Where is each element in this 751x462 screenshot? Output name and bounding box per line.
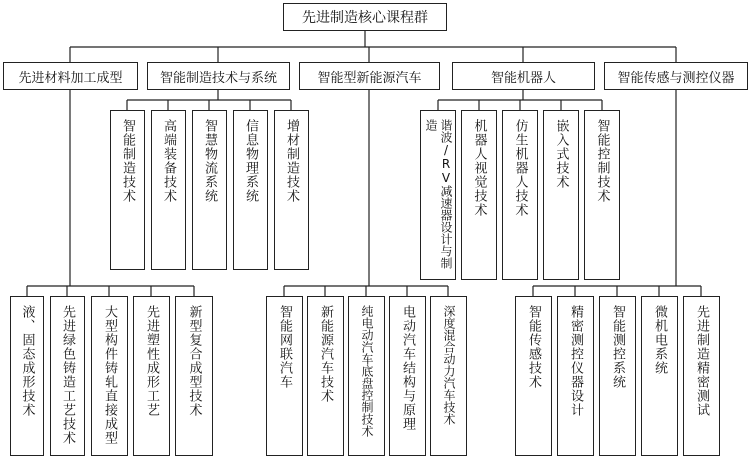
group-node-materials: [3, 62, 138, 90]
group-label: 智能机器人: [490, 70, 556, 86]
child-label: 新能源汽车技术: [318, 305, 333, 403]
child-node: [50, 296, 85, 456]
child-node: [430, 296, 467, 456]
child-label: 纯电动汽车底盘控制技术: [360, 305, 374, 437]
child-node: [599, 296, 636, 456]
child-label: 智能网联汽车: [277, 305, 292, 389]
group-label: 智能制造技术与系统: [159, 70, 277, 86]
child-label: 先进塑性成形工艺: [144, 305, 159, 417]
child-node: [557, 296, 594, 456]
child-node: [515, 296, 552, 456]
child-label: 智慧物流系统: [202, 119, 217, 203]
group-label: 智能型新能源汽车: [317, 70, 422, 86]
child-label: 电动汽车结构与原理: [400, 305, 415, 431]
child-node: [420, 110, 456, 280]
child-label: 深度混合动力汽车技术: [442, 305, 456, 425]
child-label: 机器人视觉技术: [471, 119, 487, 217]
child-node: [110, 110, 145, 270]
child-node: [233, 110, 268, 270]
child-label: 嵌入式技术: [553, 119, 569, 189]
child-node: [192, 110, 227, 270]
group-node-smart-manufacturing: [147, 62, 290, 90]
child-node: [274, 110, 309, 270]
child-node: [543, 110, 579, 280]
child-node: [266, 296, 303, 456]
child-node: [151, 110, 186, 270]
child-node: [91, 296, 128, 456]
child-label: 信息物理系统: [243, 119, 258, 203]
group-node-new-energy-vehicle: [299, 62, 440, 90]
child-label: 大型构件铸轧直接成型: [102, 305, 117, 445]
child-node: [584, 110, 620, 280]
child-node: [461, 110, 497, 280]
child-node: [683, 296, 720, 456]
child-label: 智能制造技术: [120, 119, 135, 203]
child-node: [348, 296, 385, 456]
child-node: [175, 296, 213, 456]
group-node-robotics: [452, 62, 595, 90]
child-label: 智能传感技术: [526, 305, 541, 389]
child-label: 先进绿色铸造工艺技术: [60, 305, 75, 445]
child-label: 液、固态成形技术: [19, 305, 35, 417]
child-label: 高端装备技术: [161, 119, 176, 203]
child-node: [10, 296, 44, 456]
child-label: 先进制造精密测试: [694, 305, 709, 417]
child-node: [133, 296, 170, 456]
child-label: 增材制造技术: [284, 119, 299, 203]
child-node: [389, 296, 426, 456]
child-label: 精密测控仪器设计: [568, 305, 583, 417]
child-label: 微机电系统: [652, 305, 667, 375]
child-node: [502, 110, 538, 280]
child-node: [307, 296, 344, 456]
child-node: [641, 296, 678, 456]
group-label: 先进材料加工成型: [18, 70, 123, 86]
child-label: 谐波/RV减速器设计与制造: [424, 119, 453, 269]
child-label: 智能测控系统: [610, 305, 625, 389]
group-node-sensing-instruments: [604, 62, 748, 90]
child-label: 智能控制技术: [594, 119, 610, 203]
root-label: 先进制造核心课程群: [302, 10, 428, 26]
child-label: 新型复合成型技术: [186, 305, 202, 417]
child-label: 仿生机器人技术: [512, 119, 528, 217]
root-node: [283, 3, 447, 31]
group-label: 智能传感与测控仪器: [617, 70, 735, 86]
